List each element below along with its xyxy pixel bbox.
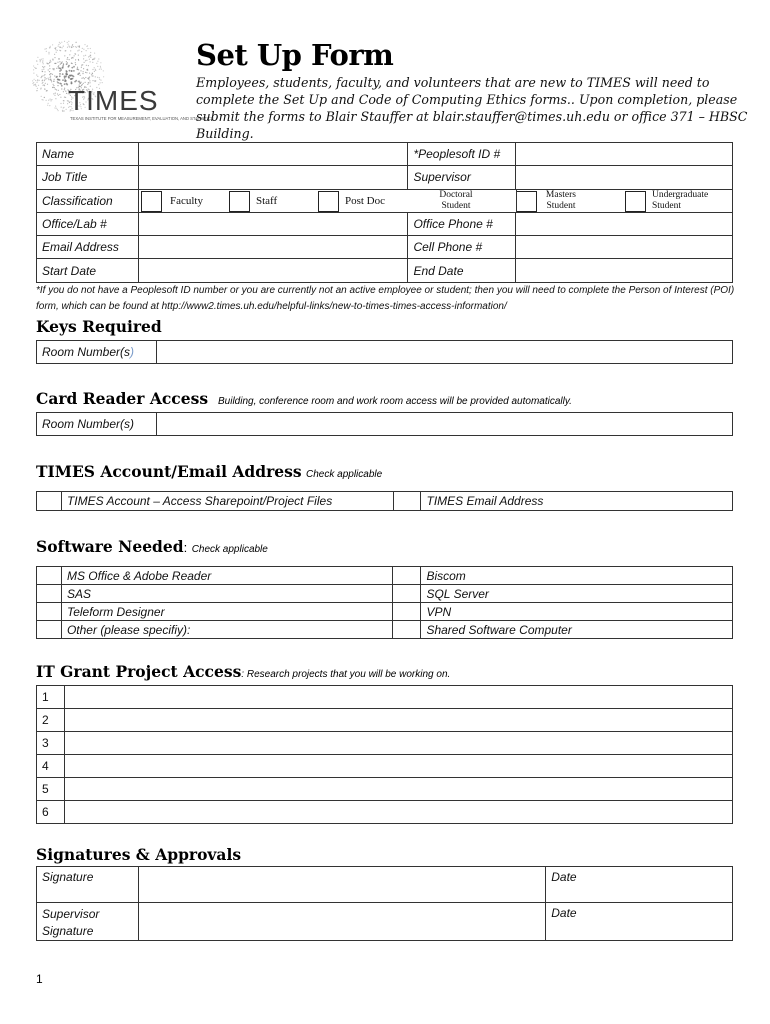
- signature-field[interactable]: [138, 867, 545, 903]
- undergrad-label: Undergraduate Student: [651, 190, 709, 212]
- grant-row-field[interactable]: [64, 778, 732, 801]
- supervisor-label-line1: Supervisor: [42, 907, 100, 921]
- software-table: [36, 566, 733, 639]
- faculty-checkbox[interactable]: [141, 191, 162, 212]
- grant-row-number: 5: [37, 778, 65, 801]
- supervisor-label-line2: Signature: [42, 924, 94, 938]
- software-biscom: Biscom: [421, 567, 733, 585]
- table-row: [37, 341, 733, 364]
- software-checkbox[interactable]: [393, 585, 421, 603]
- table-row: [37, 686, 733, 709]
- table-row: [37, 585, 733, 603]
- end-date-label: End Date: [408, 259, 516, 282]
- supervisor-signature-label: [37, 903, 139, 941]
- intro-text: Employees, students, faculty, and volunteers that are new to TIMES will need to complete the Set Up and Code of Computing Ethics forms.. Upon completion, please submit the forms to Blair Stauffer at blair.stauffer@times.uh.edu or office 371 – HBSC Building.: [196, 75, 748, 141]
- software-checkbox[interactable]: [37, 567, 62, 585]
- classification-postdoc[interactable]: [318, 190, 385, 213]
- card-reader-subtext: Building, conference room and work room access will be provided automatically.: [218, 396, 572, 407]
- postdoc-checkbox[interactable]: [318, 191, 339, 212]
- start-date-field[interactable]: [138, 259, 408, 282]
- card-room-field[interactable]: [156, 413, 732, 436]
- account-subtext: Check applicable: [306, 469, 383, 480]
- postdoc-label: Post Doc: [344, 194, 385, 207]
- table-row: [37, 732, 733, 755]
- account-email-checkbox[interactable]: [393, 492, 421, 511]
- grant-subtext: : Research projects that you will be working on.: [241, 669, 451, 680]
- logo-tagline: TEXAS INSTITUTE FOR MEASUREMENT, EVALUATION, AND STATISTICS: [70, 116, 214, 121]
- classification-label: Classification: [37, 189, 139, 212]
- times-logo-graphic: [30, 36, 214, 128]
- software-heading-wrap: [36, 537, 268, 557]
- staff-checkbox[interactable]: [229, 191, 250, 212]
- keys-heading: Keys Required: [36, 317, 162, 336]
- grant-heading-wrap: [36, 662, 450, 682]
- job-title-field[interactable]: [138, 166, 408, 189]
- software-sql-server: SQL Server: [421, 585, 733, 603]
- account-sharepoint-label: TIMES Account – Access Sharepoint/Project Files: [61, 492, 393, 511]
- peoplesoft-field[interactable]: [516, 143, 733, 166]
- times-logo: [30, 36, 214, 128]
- supervisor-signature-field[interactable]: [138, 903, 545, 941]
- grant-row-field[interactable]: [64, 801, 732, 824]
- name-label: Name: [37, 143, 139, 166]
- grant-row-field[interactable]: [64, 709, 732, 732]
- supervisor-date-field[interactable]: [588, 903, 733, 941]
- grant-row-number: 6: [37, 801, 65, 824]
- table-row: [37, 236, 733, 259]
- table-row: [37, 189, 733, 212]
- supervisor-date-label: Date: [546, 903, 588, 941]
- table-row: [37, 778, 733, 801]
- account-sharepoint-checkbox[interactable]: [37, 492, 62, 511]
- grant-row-field[interactable]: [64, 755, 732, 778]
- account-table: [36, 491, 733, 511]
- classification-undergrad[interactable]: [625, 190, 728, 213]
- software-sas: SAS: [61, 585, 393, 603]
- table-row: [37, 212, 733, 235]
- classification-faculty[interactable]: [141, 190, 203, 213]
- personal-info-table: [36, 142, 733, 283]
- grant-table: [36, 685, 733, 824]
- account-heading: TIMES Account/Email Address: [36, 462, 302, 481]
- table-row: [37, 801, 733, 824]
- keys-room-label-paren: ): [130, 345, 135, 359]
- card-room-label: Room Number(s): [37, 413, 157, 436]
- software-checkbox[interactable]: [37, 621, 62, 639]
- software-other: Other (please specifiy):: [61, 621, 393, 639]
- software-checkbox[interactable]: [393, 567, 421, 585]
- start-date-label: Start Date: [37, 259, 139, 282]
- cell-phone-label: Cell Phone #: [408, 236, 516, 259]
- supervisor-field[interactable]: [516, 166, 733, 189]
- signatures-heading: Signatures & Approvals: [36, 845, 242, 864]
- software-shared-computer: Shared Software Computer: [421, 621, 733, 639]
- signature-label: Signature: [37, 867, 139, 903]
- job-title-label: Job Title: [37, 166, 139, 189]
- end-date-field[interactable]: [516, 259, 733, 282]
- grant-row-number: 3: [37, 732, 65, 755]
- software-checkbox[interactable]: [393, 603, 421, 621]
- office-phone-label: Office Phone #: [408, 212, 516, 235]
- keys-room-label: [37, 341, 157, 364]
- account-email-label: TIMES Email Address: [421, 492, 733, 511]
- keys-table: [36, 340, 733, 364]
- table-row: [37, 867, 733, 903]
- table-row: [37, 143, 733, 166]
- email-label: Email Address: [37, 236, 139, 259]
- software-checkbox[interactable]: [393, 621, 421, 639]
- table-row: [37, 621, 733, 639]
- cell-phone-field[interactable]: [516, 236, 733, 259]
- name-field[interactable]: [138, 143, 408, 166]
- software-teleform: Teleform Designer: [61, 603, 393, 621]
- page-number: 1: [36, 972, 43, 986]
- page-title: Set Up Form: [196, 38, 394, 72]
- date-label: Date: [546, 867, 588, 903]
- office-phone-field[interactable]: [516, 212, 733, 235]
- doctoral-label: Doctoral Student: [439, 190, 473, 212]
- table-row: [37, 166, 733, 189]
- divider: [516, 190, 517, 213]
- grant-row-number: 4: [37, 755, 65, 778]
- logo-text: TIMES: [68, 85, 159, 116]
- table-row: [37, 755, 733, 778]
- classification-masters[interactable]: [516, 190, 583, 213]
- masters-checkbox[interactable]: [516, 191, 537, 212]
- classification-options: [138, 189, 732, 212]
- date-field[interactable]: [588, 867, 733, 903]
- account-heading-wrap: [36, 462, 382, 482]
- software-checkbox[interactable]: [37, 585, 62, 603]
- grant-row-field[interactable]: [64, 686, 732, 709]
- email-field[interactable]: [138, 236, 408, 259]
- staff-label: Staff: [255, 194, 278, 207]
- grant-row-field[interactable]: [64, 732, 732, 755]
- software-ms-office: MS Office & Adobe Reader: [61, 567, 393, 585]
- peoplesoft-label: *Peoplesoft ID #: [408, 143, 516, 166]
- software-heading: Software Needed: [36, 537, 184, 556]
- software-vpn: VPN: [421, 603, 733, 621]
- keys-room-field[interactable]: [156, 341, 732, 364]
- keys-room-label-text: Room Number(s: [42, 345, 131, 359]
- office-lab-label: Office/Lab #: [37, 212, 139, 235]
- undergrad-checkbox[interactable]: [625, 191, 646, 212]
- office-lab-field[interactable]: [138, 212, 408, 235]
- card-reader-heading: Card Reader Access: [36, 389, 209, 408]
- grant-row-number: 1: [37, 686, 65, 709]
- table-row: [37, 492, 733, 511]
- signatures-table: [36, 866, 733, 941]
- software-colon: :: [183, 540, 188, 555]
- table-row: [37, 567, 733, 585]
- peoplesoft-note: *If you do not have a Peoplesoft ID number or you are currently not an active employee or student; then you will need to complete the Person of Interest (POI) form, which can be found at http://www2.times.uh.edu/helpful-links/new-to-times-times-access-information/: [36, 285, 735, 312]
- software-subtext: Check applicable: [191, 544, 268, 555]
- table-row: [37, 413, 733, 436]
- table-row: [37, 709, 733, 732]
- grant-heading: IT Grant Project Access: [36, 662, 242, 681]
- table-row: [37, 903, 733, 941]
- grant-row-number: 2: [37, 709, 65, 732]
- classification-staff[interactable]: [229, 190, 277, 213]
- classification-doctoral[interactable]: [430, 190, 482, 213]
- table-row: [37, 259, 733, 282]
- card-reader-table: [36, 412, 733, 436]
- masters-label: Masters Student: [545, 190, 576, 212]
- table-row: [37, 603, 733, 621]
- supervisor-label: Supervisor: [408, 166, 516, 189]
- software-checkbox[interactable]: [37, 603, 62, 621]
- faculty-label: Faculty: [169, 194, 203, 207]
